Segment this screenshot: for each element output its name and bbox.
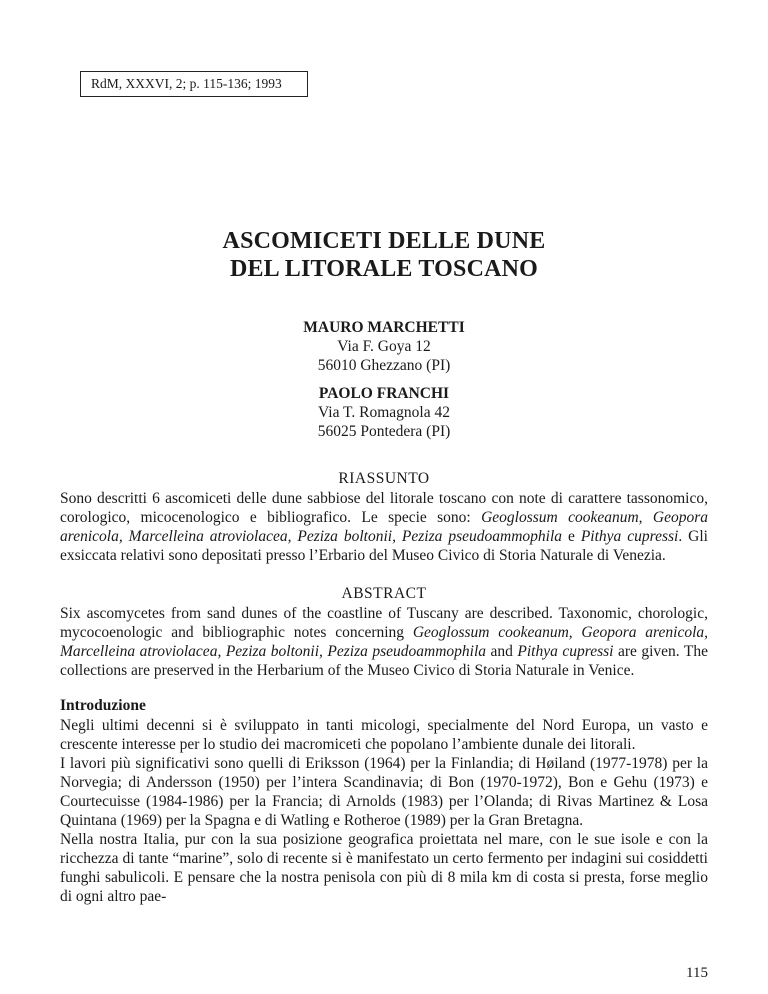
citation-box [80, 71, 308, 97]
author-1 [0, 318, 768, 375]
riassunto-text-b: . Gli exsiccata relativi sono depositati presso l’Erbario del Museo Civico di Storia Naturale di Venezia. [60, 528, 708, 564]
author-2 [0, 384, 768, 441]
riassunto-heading: RIASSUNTO [338, 470, 430, 487]
introduzione-text [60, 716, 708, 906]
author-name: PAOLO FRANCHI [318, 385, 450, 402]
author-name: MAURO MARCHETTI [303, 319, 465, 336]
intro-paragraph-2: I lavori più significativi sono quelli di Eriksson (1964) per la Finlandia; di Høiland (1977-1978) per la Norvegia; di Andersson (1950) per l’intera Scandinavia; di Bon (1970-1972), Bon e Gehu (1973) e Courtecuisse (1984-1986) per la Francia; di Arnolds (1983) per l’Olanda; di Rivas Martinez & Losa Quintana (1969) per la Spagna e di Watling e Rotheroe (1989) per la Gran Bretagna. [60, 755, 708, 829]
abstract-heading: ABSTRACT [341, 585, 427, 602]
page-number: 115 [686, 965, 708, 981]
riassunto-species: Geoglossum cookeanum, Geopora arenicola, Marcelleina atroviolacea, Peziza boltonii, Peziza pseudoammophila [60, 509, 708, 545]
abstract-species: Geoglossum cookeanum, Geopora arenicola, Marcelleina atroviolacea, Peziza boltonii, Peziza pseudoammophila [60, 624, 708, 660]
abstract-and: and [486, 643, 518, 660]
article-title-line-2: DEL LITORALE TOSCANO [229, 256, 539, 282]
riassunto-and: e [562, 528, 581, 545]
citation-text: RdM, XXXVI, 2; p. 115-136; 1993 [91, 76, 282, 91]
riassunto-text-a: Sono descritti 6 ascomiceti delle dune sabbiose del litorale toscano con note di carattere tassonomico, corologico, micocenologico e bibliografico. Le specie sono: [60, 490, 708, 526]
intro-paragraph-3: Nella nostra Italia, pur con la sua posizione geografica proiettata nel mare, con le sue isole e con la ricchezza di tante “marine”, solo di recente si è manifestato un certo fermento per indagini sui cosiddetti funghi sabulicoli. E pensare che la nostra penisola con più di 8 mila km di costa si presta, forse meglio di ogni altro pae- [60, 831, 708, 905]
author-address-city: 56025 Pontedera (PI) [317, 423, 451, 440]
author-address-street: Via T. Romagnola 42 [318, 404, 450, 421]
abstract-species-last: Pithya cupressi [517, 643, 614, 660]
author-address-street: Via F. Goya 12 [337, 338, 431, 355]
author-address-city: 56010 Ghezzano (PI) [317, 357, 451, 374]
abstract-text-a: Six ascomycetes from sand dunes of the coastline of Tuscany are described. Taxonomic, chorologic, mycocoenologic and bibliographic notes concerning [60, 605, 708, 641]
abstract-text-b: are given. The collections are preserved in the Herbarium of the Museo Civico di Storia Naturale in Venice. [60, 643, 708, 679]
article-title-line-1: ASCOMICETI DELLE DUNE [222, 228, 546, 254]
riassunto-text [60, 489, 708, 565]
introduzione-heading: Introduzione [60, 697, 146, 714]
riassunto-species-last: Pithya cupressi [580, 528, 679, 545]
intro-paragraph-1: Negli ultimi decenni si è sviluppato in tanti micologi, specialmente del Nord Europa, un vasto e crescente interesse per lo studio dei macromiceti che popolano l’ambiente dunale dei litorali. [60, 717, 708, 753]
abstract-text [60, 604, 708, 680]
